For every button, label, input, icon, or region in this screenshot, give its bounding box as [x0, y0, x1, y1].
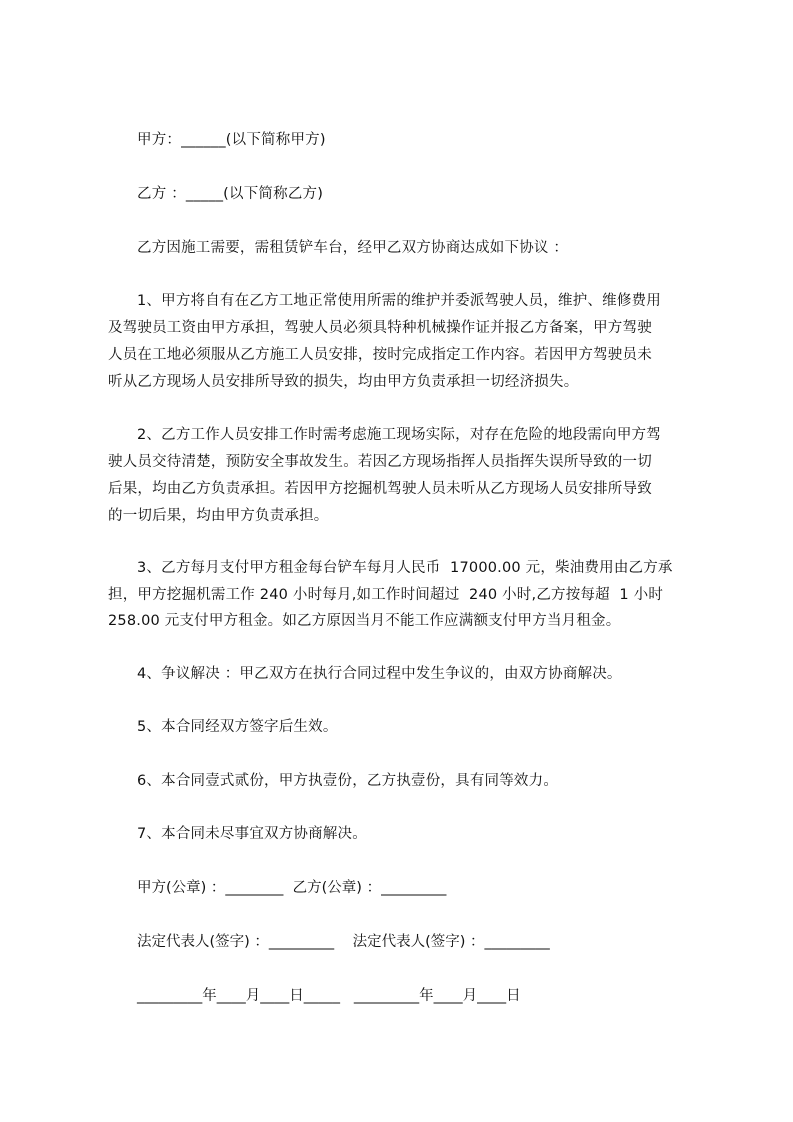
- intro-line: 乙方因施工需要，需租赁铲车台，经甲乙双方协商达成如下协议 ：: [137, 240, 569, 256]
- clause1-line3: 人员在工地必须服从乙方施工人员安排，按时完成指定工作内容。若因甲方驾驶员未: [108, 347, 652, 363]
- clause5-line: 5、本合同经双方签字后生效。: [137, 719, 338, 735]
- party-a-line: 甲方：______(以下简称甲方): [137, 132, 326, 148]
- clause2-line2: 驶人员交待清楚，预防安全事故发生。若因乙方现场指挥人员指挥失误所导致的一切: [108, 454, 652, 470]
- clause3-line1: 3、乙方每月支付甲方租金每台铲车每月人民币 17000.00 元，柴油费用由乙方承: [137, 560, 673, 576]
- clause1-line4: 听从乙方现场人员安排所导致的损失，均由甲方负责承担一切经济损失。: [108, 374, 579, 390]
- seal-line: 甲方(公章) ：________ 乙方(公章) ：_________: [137, 880, 447, 896]
- clause2-line3: 后果，均由乙方负责承担。若因甲方挖掘机驾驶人员未听从乙方现场人员安排所导致: [108, 481, 652, 497]
- clause4-line: 4、争议解决 ：甲乙双方在执行合同过程中发生争议的，由双方协商解决。: [137, 666, 622, 682]
- clause2-line4: 的一切后果，均由甲方负责承担。: [108, 508, 329, 524]
- clause1-line2: 及驾驶员工资由甲方承担，驾驶人员必须具特种机械操作证并报乙方备案，甲方驾驶: [108, 320, 652, 336]
- clause1-line1: 1、甲方将自有在乙方工地正常使用所需的维护并委派驾驶人员，维护、维修费用: [137, 293, 661, 309]
- party-b-line: 乙方 ：_____(以下简称乙方): [137, 186, 324, 202]
- clause7-line: 7、本合同未尽事宜双方协商解决。: [137, 826, 367, 842]
- clause3-line2: 担，甲方挖掘机需工作 240 小时每月,如工作时间超过 240 小时,乙方按每超 1 小时: [108, 587, 664, 603]
- legal-representative-line: 法定代表人(签字) ：_________ 法定代表人(签字) ：_________: [137, 934, 550, 950]
- clause2-line1: 2、乙方工作人员安排工作时需考虑施工现场实际，对存在危险的地段需向甲方驾: [137, 427, 661, 443]
- clause6-line: 6、本合同壹式贰份，甲方执壹份，乙方执壹份，具有同等效力。: [137, 773, 559, 789]
- date-line: _________年____月____日_____ _________年____月____日: [137, 988, 521, 1004]
- clause3-line3: 258.00 元支付甲方租金。如乙方原因当月不能工作应满额支付甲方当月租金。: [108, 613, 621, 629]
